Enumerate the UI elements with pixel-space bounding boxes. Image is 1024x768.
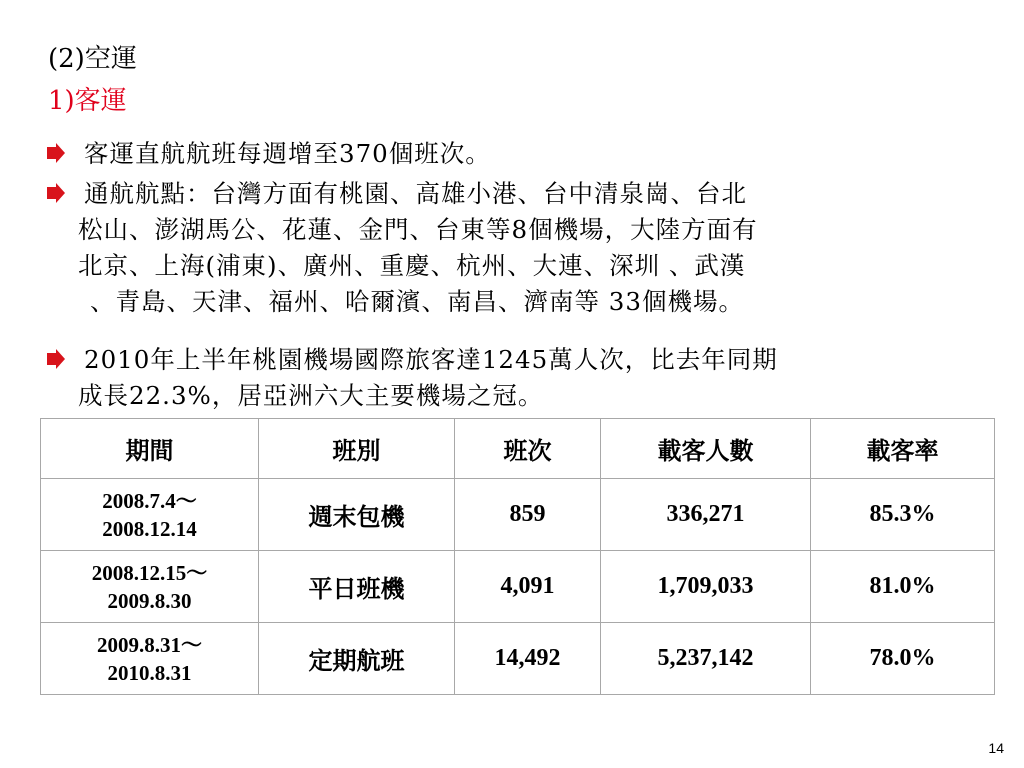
- header-flights: 班次: [455, 419, 601, 479]
- cell-period: [41, 479, 259, 551]
- bullet-line: 通航航點：台灣方面有桃園、高雄小港、台中清泉崗、台北: [84, 179, 747, 208]
- table-header-row: [41, 419, 995, 479]
- bullet-line: 成長22.3%，居亞洲六大主要機場之冠。: [78, 381, 544, 410]
- red-arrow-bullet-icon: [46, 183, 66, 203]
- bullet-item: [46, 136, 986, 172]
- cell-flights: 859: [455, 479, 601, 551]
- table-row: [41, 551, 995, 623]
- cell-type: 定期航班: [259, 623, 455, 695]
- cell-flights: 14,492: [455, 623, 601, 695]
- cell-period: [41, 551, 259, 623]
- bullet-text: [78, 342, 986, 414]
- header-type: 班別: [259, 419, 455, 479]
- bullet-text: [84, 136, 986, 172]
- cell-load-factor: 78.0%: [811, 623, 995, 695]
- section-heading: (2)空運: [48, 44, 137, 74]
- header-period: 期間: [41, 419, 259, 479]
- header-passengers: 載客人數: [601, 419, 811, 479]
- red-arrow-bullet-icon: [46, 349, 66, 369]
- period-end: 2009.8.30: [107, 588, 192, 613]
- passenger-stats-table: [40, 418, 995, 695]
- bullet-line: 北京、上海(浦東)、廣州、重慶、杭州、大連、深圳 、武漢: [78, 251, 746, 280]
- cell-load-factor: 81.0%: [811, 551, 995, 623]
- bullet-item: [46, 176, 986, 320]
- bullet-line: 、青島、天津、福州、哈爾濱、南昌、濟南等 33個機場。: [90, 287, 744, 316]
- bullet-line: 客運直航航班每週增至370個班次。: [84, 139, 491, 168]
- period-start: 2009.8.31～: [97, 632, 202, 657]
- cell-type: 平日班機: [259, 551, 455, 623]
- sub-heading: 1)客運: [48, 86, 127, 116]
- bullet-item: [46, 342, 986, 414]
- period-start: 2008.7.4～: [102, 488, 197, 513]
- cell-passengers: 1,709,033: [601, 551, 811, 623]
- red-arrow-bullet-icon: [46, 143, 66, 163]
- period-start: 2008.12.15～: [91, 560, 208, 585]
- table-row: [41, 623, 995, 695]
- cell-passengers: 336,271: [601, 479, 811, 551]
- table-row: [41, 479, 995, 551]
- bullet-text: [78, 176, 986, 320]
- header-load-factor: 載客率: [811, 419, 995, 479]
- cell-flights: 4,091: [455, 551, 601, 623]
- cell-passengers: 5,237,142: [601, 623, 811, 695]
- bullet-line: 松山、澎湖馬公、花蓮、金門、台東等8個機場，大陸方面有: [78, 215, 758, 244]
- bullet-line: 2010年上半年桃園機場國際旅客達1245萬人次，比去年同期: [84, 345, 778, 374]
- cell-period: [41, 623, 259, 695]
- period-end: 2008.12.14: [102, 516, 197, 541]
- cell-load-factor: 85.3%: [811, 479, 995, 551]
- page-number: 14: [988, 740, 1004, 756]
- period-end: 2010.8.31: [107, 660, 192, 685]
- cell-type: 週末包機: [259, 479, 455, 551]
